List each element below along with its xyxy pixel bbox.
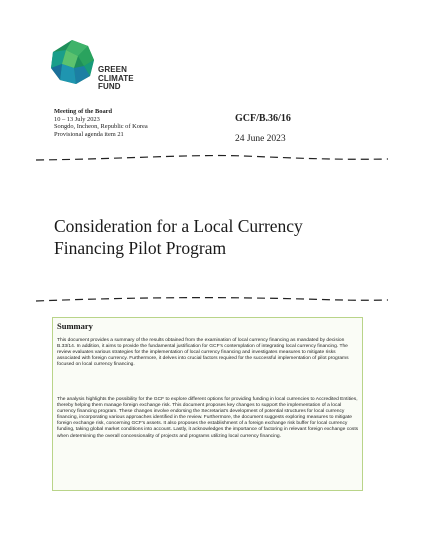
page-title: Consideration for a Local Currency Financing Pilot Program	[54, 216, 303, 258]
document-date: 24 June 2023	[235, 134, 286, 144]
agenda-item: Provisional agenda item 21	[54, 130, 124, 138]
gcf-logo	[48, 38, 158, 98]
bottom-divider	[34, 296, 390, 306]
top-divider	[34, 154, 390, 164]
logo-wordmark	[98, 66, 134, 92]
logo-line-climate: CLIMATE	[98, 73, 134, 83]
meeting-dates: 10 – 13 July 2023	[54, 115, 100, 123]
globe-icon	[48, 38, 96, 86]
summary-box	[52, 317, 363, 491]
meeting-info	[54, 108, 148, 138]
logo-line-fund: FUND	[98, 82, 121, 91]
summary-paragraph-2: The analysis highlights the possibility for the GCF to explore different options for providing funding in local currencies to Accredited Entities, thereby helping them manage foreign exchange risk. This document proposes key changes to support the implementation of a local currency financing program. These changes involve endorsing the Secretariat's development of potential structures for local currency financing, incorporating various approaches identified in the review. Furthermore, the document suggests exploring measures to mitigate foreign exchange risk, concerning GCF's assets. It also proposes the establishment of a foreign exchange risk buffer for local currency funding, taking global market conditions into account. Lastly, it acknowledges the importance of factoring in relevant foreign exchange costs when determining the overall concessionality of projects and programs utilizing local currency financing.	[57, 397, 359, 439]
document-info	[235, 113, 291, 145]
document-code: GCF/B.36/16	[235, 113, 291, 124]
summary-heading: Summary	[57, 321, 93, 331]
meeting-heading: Meeting of the Board	[54, 108, 113, 115]
summary-paragraph-1: This document provides a summary of the results obtained from the examination of local currency financing as mandated by decision B.33/14. In addition, it aims to provide the fundamental justification for GCF's contemplation of integrating local currency financing. The review evaluates various strategies for the implementation of local currency financing and investigates measures to mitigate risks associated with foreign currency. Furthermore, it delves into crucial factors required for the successful implementation of pilot programs focused on local currency financing.	[57, 338, 349, 368]
meeting-location: Songdo, Incheon, Republic of Korea	[54, 123, 148, 131]
logo-line-green: GREEN	[98, 65, 127, 74]
